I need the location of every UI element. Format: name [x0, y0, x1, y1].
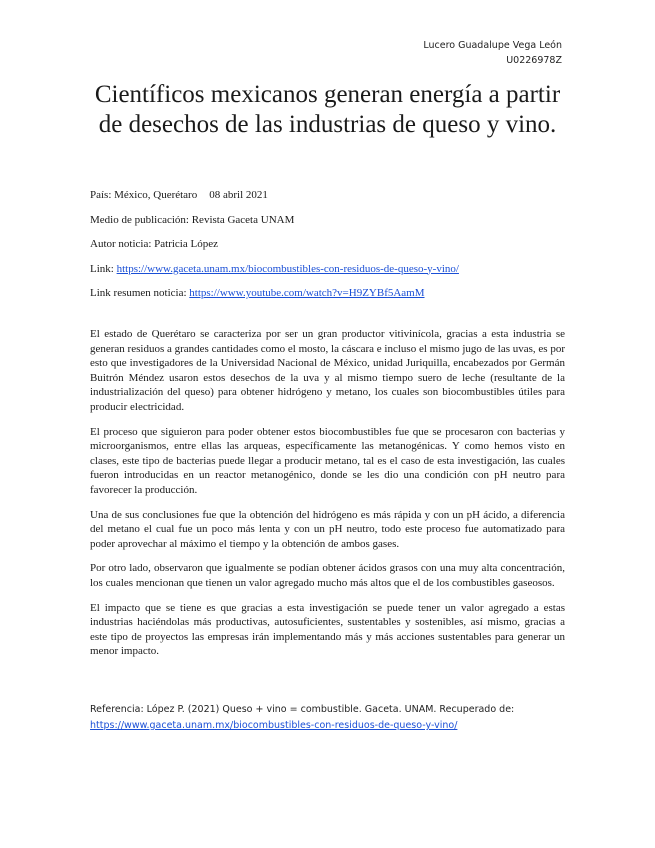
- author-id: U0226978Z: [506, 55, 562, 66]
- country-label: País: México, Querétaro: [90, 189, 198, 201]
- paragraph-impact: El impacto que se tiene es que gracias a esta investigación se puede tener un valor agregado a estas industrias haciéndolas más productivas, autosuficientes, sustentables y sostenibles, así mismo, gracias a este tipo de proyectos las empresas irán implementando más y más acciones sustentables para generar un menor impacto.: [90, 601, 565, 658]
- paragraph-conclusions: Una de sus conclusiones fue que la obtención del hidrógeno es más rápida y con un pH ácido, a diferencia del metano el cual fue un poco más lenta y con un pH neutro, todo este proceso fue automatizado para poder aprovechar al máximo el tiempo y la obtención de ambos gases.: [90, 508, 565, 550]
- author-name: Lucero Guadalupe Vega León: [423, 40, 562, 51]
- author-block: [423, 38, 562, 68]
- paragraph-intro: El estado de Querétaro se caracteriza por ser un gran productor vitivinícola, gracias a esta industria se generan residuos a grandes cantidades como el mosto, la cáscara e incluso el mismo jugo de las uvas, es por esto que investigadores de la Universidad Nacional de México, unidad Juriquilla, encabezados por Germán Buitrón Méndez usaron estos desechos de la uva y al mismo tiempo suero de leche (resultante de la industrialización del queso) para obtener hidrógeno y metano, los cuales son biocombustibles útiles para producir electricidad.: [90, 328, 565, 413]
- summary-link-row: [90, 286, 580, 311]
- summary-video-link[interactable]: https://www.youtube.com/watch?v=H9ZYBf5AamM: [189, 287, 425, 299]
- link-row: [90, 262, 580, 287]
- metadata-block: [90, 188, 580, 311]
- article-body: [90, 327, 565, 669]
- news-author-row: Autor noticia: Patricia López: [90, 238, 218, 250]
- medium-row: Medio de publicación: Revista Gaceta UNAM: [90, 213, 295, 226]
- publication-date: 08 abril 2021: [209, 189, 268, 201]
- link-label: Link:: [90, 262, 117, 275]
- reference-text: Referencia: López P. (2021) Queso + vino = combustible. Gaceta. UNAM. Recuperado de:: [90, 704, 515, 715]
- article-link[interactable]: https://www.gaceta.unam.mx/biocombustibles-con-residuos-de-queso-y-vino/: [116, 262, 459, 275]
- reference-link[interactable]: https://www.gaceta.unam.mx/biocombustibles-con-residuos-de-queso-y-vino/: [90, 720, 458, 731]
- summary-link-label: Link resumen noticia:: [90, 287, 190, 299]
- reference-block: [90, 702, 580, 734]
- paragraph-process: El proceso que siguieron para poder obtener estos biocombustibles fue que se procesaron con bacterias y microorganismos, entre ellas las arqueas, específicamente las metanogénicas. Y como hemos visto en clases, este tipo de bacterias puede llegar a producir metano, tal es el caso de esta investigación, las cuales fueron introducidas en un reactor metanogénico, donde se les dio una condición con pH neutro para favorecer la producción.: [90, 425, 565, 496]
- document-title: Científicos mexicanos generan energía a partir de desechos de las industrias de queso y vino.: [94, 81, 561, 138]
- country-date-row: [90, 188, 580, 213]
- paragraph-fatty-acids: Por otro lado, observaron que igualmente se podían obtener ácidos grasos con una muy alta concentración, los cuales mencionan que tienen un valor agregado mucho más altos que el de los combustibles gaseosos.: [90, 562, 565, 589]
